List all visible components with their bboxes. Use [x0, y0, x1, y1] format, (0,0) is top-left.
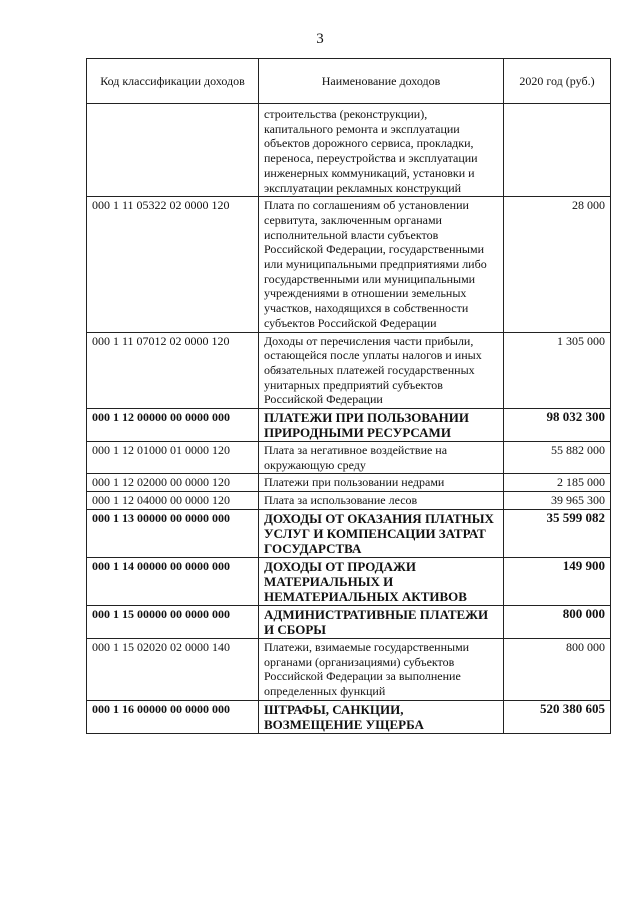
row-amount: 149 900 — [504, 557, 611, 605]
header-amount: 2020 год (руб.) — [504, 59, 611, 104]
row-name: Плата по соглашениям об установлении сервитута, заключенным органами исполнительной власти субъектов Российской Федерации, государственными или муниципальными предприятиями либо государственными или муниципальными учреждениями в отношении земельных участков, находящихся в собственности субъектов Российской Федерации — [259, 197, 504, 332]
table-row — [87, 474, 611, 492]
table-row — [87, 332, 611, 409]
row-code: 000 1 12 04000 00 0000 120 — [87, 492, 259, 510]
row-amount: 28 000 — [504, 197, 611, 332]
row-amount: 35 599 082 — [504, 509, 611, 557]
row-amount — [504, 104, 611, 197]
header-code: Код классификации доходов — [87, 59, 259, 104]
row-name: ДОХОДЫ ОТ ПРОДАЖИ МАТЕРИАЛЬНЫХ И НЕМАТЕРИАЛЬНЫХ АКТИВОВ — [259, 557, 504, 605]
table-row-section — [87, 557, 611, 605]
row-amount: 55 882 000 — [504, 442, 611, 474]
row-code: 000 1 12 02000 00 0000 120 — [87, 474, 259, 492]
row-name: ПЛАТЕЖИ ПРИ ПОЛЬЗОВАНИИ ПРИРОДНЫМИ РЕСУРСАМИ — [259, 409, 504, 442]
row-name: Доходы от перечисления части прибыли, остающейся после уплаты налогов и иных обязательных платежей государственных унитарных предприятий субъектов Российской Федерации — [259, 332, 504, 409]
row-amount: 1 305 000 — [504, 332, 611, 409]
row-amount: 800 000 — [504, 638, 611, 700]
row-code: 000 1 15 00000 00 0000 000 — [87, 605, 259, 638]
row-code: 000 1 14 00000 00 0000 000 — [87, 557, 259, 605]
table-row-section — [87, 509, 611, 557]
table-row — [87, 492, 611, 510]
table-row — [87, 197, 611, 332]
row-code: 000 1 15 02020 02 0000 140 — [87, 638, 259, 700]
row-code — [87, 104, 259, 197]
page-number: 3 — [316, 31, 324, 47]
row-code: 000 1 12 00000 00 0000 000 — [87, 409, 259, 442]
row-amount: 800 000 — [504, 605, 611, 638]
row-name: Платежи при пользовании недрами — [259, 474, 504, 492]
revenue-table — [86, 58, 611, 734]
row-code: 000 1 16 00000 00 0000 000 — [87, 700, 259, 733]
row-code: 000 1 11 05322 02 0000 120 — [87, 197, 259, 332]
row-amount: 98 032 300 — [504, 409, 611, 442]
table-row — [87, 104, 611, 197]
row-amount: 520 380 605 — [504, 700, 611, 733]
row-code: 000 1 13 00000 00 0000 000 — [87, 509, 259, 557]
row-code: 000 1 12 01000 01 0000 120 — [87, 442, 259, 474]
row-name: Плата за использование лесов — [259, 492, 504, 510]
table-row — [87, 442, 611, 474]
row-name: АДМИНИСТРАТИВНЫЕ ПЛАТЕЖИ И СБОРЫ — [259, 605, 504, 638]
table-row-section — [87, 700, 611, 733]
row-amount: 39 965 300 — [504, 492, 611, 510]
table-header-row — [87, 59, 611, 104]
row-amount: 2 185 000 — [504, 474, 611, 492]
table-row-section — [87, 605, 611, 638]
row-name: Плата за негативное воздействие на окружающую среду — [259, 442, 504, 474]
row-name: строительства (реконструкции), капитального ремонта и эксплуатации объектов дорожного сервиса, прокладки, переноса, переустройства и эксплуатации инженерных коммуникаций, установки и эксплуатации рекламных конструкций — [259, 104, 504, 197]
row-name: ШТРАФЫ, САНКЦИИ, ВОЗМЕЩЕНИЕ УЩЕРБА — [259, 700, 504, 733]
row-code: 000 1 11 07012 02 0000 120 — [87, 332, 259, 409]
table-row-section — [87, 409, 611, 442]
table-row — [87, 638, 611, 700]
row-name: Платежи, взимаемые государственными органами (организациями) субъектов Российской Федерации за выполнение определенных функций — [259, 638, 504, 700]
header-name: Наименование доходов — [259, 59, 504, 104]
row-name: ДОХОДЫ ОТ ОКАЗАНИЯ ПЛАТНЫХ УСЛУГ И КОМПЕНСАЦИИ ЗАТРАТ ГОСУДАРСТВА — [259, 509, 504, 557]
